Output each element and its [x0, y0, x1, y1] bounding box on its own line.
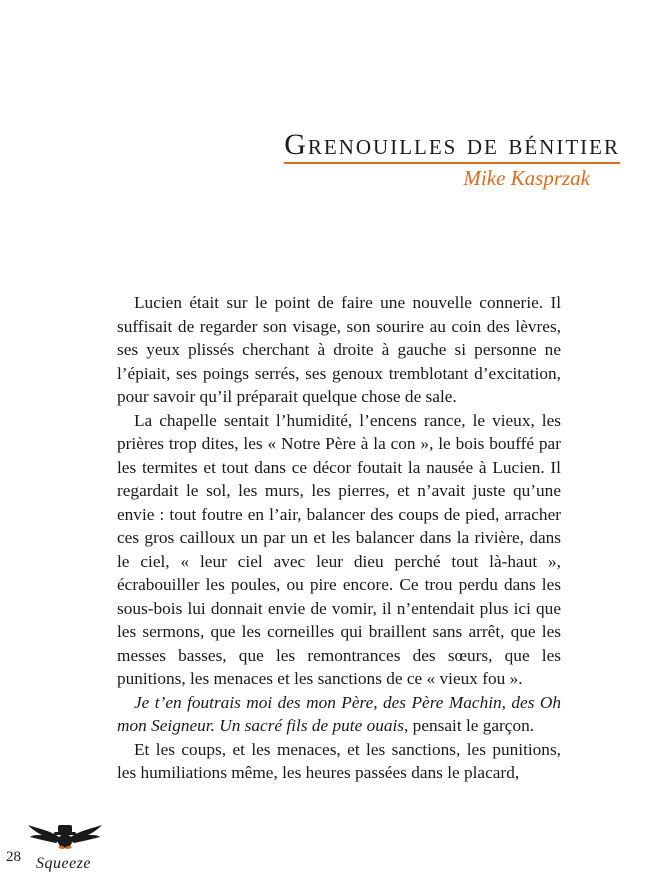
article-author: Mike Kasprzak: [463, 166, 590, 190]
logo-text: Squeeze: [36, 855, 92, 872]
article-header: [0, 128, 620, 191]
paragraph: La chapelle sentait l’humidité, l’encens rance, le vieux, les prières trop dites, les « Notre Père à la con », le bois bouffé par les termites et tout dans ce décor foutait la nausée à Lucien. Il regardait le sol, les murs, les pierres, et n’avait juste qu’une envie : tout foutre en l’air, balancer des coups de pied, arracher ces gros cailloux un par un et les balancer dans la rivière, dans le ciel, « leur ciel avec leur dieu perché tout là-haut », écrabouiller les poules, ou pire encore. Ce trou perdu dans les sous-bois lui donnait envie de vomir, il n’entendait plus ici que les sermons, que les corneilles qui braillent sans arrêt, que les messes basses, que les remontrances des sœurs, que les punitions, les menaces et les sanctions de ce « vieux fou ».: [117, 410, 561, 688]
article-body: [117, 291, 561, 785]
page-footer: [4, 817, 114, 877]
article-title: Grenouilles de bénitier: [284, 128, 620, 164]
paragraph: Lucien était sur le point de faire une nouvelle connerie. Il suffisait de regarder son visage, son sourire au coin des lèvres, ses yeux plissés cherchant à droite à gauche si personne ne l’épiait, ses poings serrés, ses genoux tremblotant d’excitation, pour savoir qu’il préparait quelque chose de sale.: [117, 293, 561, 406]
thought-attribution: , pensait le garçon.: [404, 716, 535, 735]
page-number: 28: [6, 849, 21, 865]
paragraph: Et les coups, et les menaces, et les sanctions, les punitions, les humiliations même, les heures passées dans le placard,: [117, 739, 561, 782]
squeeze-logo-icon: [26, 817, 104, 859]
paragraph-italic-thought: [117, 691, 561, 738]
italic-thought: Je t’en foutrais moi des mon Père, des Père Machin, des Oh mon Seigneur. Un sacré fils de pute ouais: [117, 692, 561, 735]
